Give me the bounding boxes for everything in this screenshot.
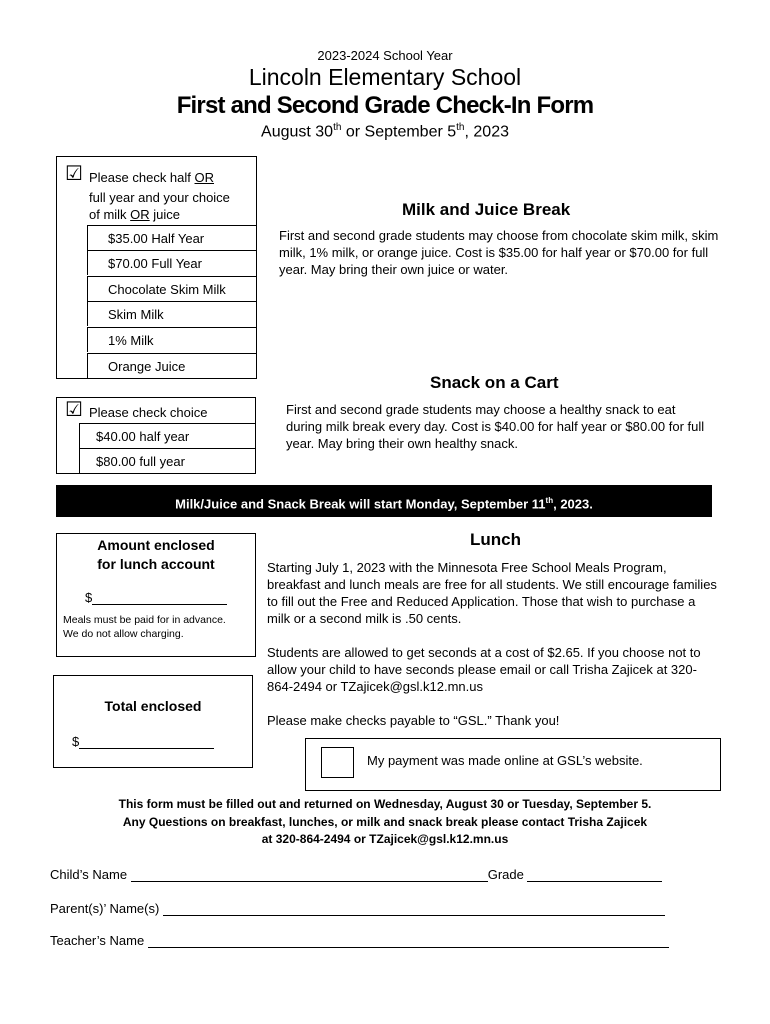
- option-label: Skim Milk: [108, 307, 164, 322]
- total-title: Total enclosed: [104, 698, 202, 714]
- milk-instructions-cont: full year and your choice of milk OR juice: [89, 190, 230, 222]
- total-field[interactable]: [72, 734, 214, 749]
- grade-line[interactable]: [527, 866, 662, 882]
- online-payment-label: My payment was made online at GSL’s website.: [367, 753, 643, 768]
- option-skim-milk[interactable]: [87, 301, 256, 326]
- option-label: $80.00 full year: [96, 454, 185, 469]
- parent-name-label: Parent(s)’ Name(s): [50, 901, 160, 916]
- amount-title-line: for lunch account: [97, 556, 215, 572]
- dollar-sign: $: [85, 590, 93, 605]
- option-chocolate-skim[interactable]: [87, 276, 256, 301]
- banner-text: , 2023.: [553, 496, 593, 512]
- grade-label: Grade: [487, 867, 524, 882]
- option-label: Chocolate Skim Milk: [108, 282, 226, 297]
- parent-name-field[interactable]: [50, 900, 665, 916]
- option-orange-juice[interactable]: [87, 353, 256, 379]
- date-text: or September 5: [341, 123, 457, 141]
- lunch-para-1: Starting July 1, 2023 with the Minnesota Free School Meals Program, breakfast and lunch meals are free for all students. We still encourage families to fill out the Free and Reduced Application. Those that wish to purchase a milk or a second milk is .50 cents.: [267, 560, 717, 626]
- contact-info: at 320-864-2494 or TZajicek@gsl.k12.mn.us: [261, 832, 509, 846]
- check-in-dates: [0, 122, 770, 141]
- contact-notice: Any Questions on breakfast, lunches, or milk and snack break please contact Trisha Zajicek: [122, 815, 648, 829]
- snack-instruction: Please check choice: [89, 405, 208, 420]
- option-1-percent[interactable]: [87, 327, 256, 352]
- online-payment-box: [305, 738, 721, 791]
- option-snack-full-year[interactable]: [79, 448, 255, 473]
- lunch-para-2: Students are allowed to get seconds at a cost of $2.65. If you choose not to allow your child to have seconds please email or call Trisha Zajicek at 320-864-2494 or TZajicek@gsl.k12.mn.us: [267, 645, 701, 694]
- milk-section-heading: Milk and Juice Break: [402, 200, 571, 219]
- start-date-banner: [56, 485, 712, 517]
- child-name-field[interactable]: [50, 866, 662, 882]
- online-payment-checkbox[interactable]: [321, 747, 354, 778]
- lunch-section-heading: Lunch: [470, 530, 521, 549]
- note-line: Meals must be paid for in advance.: [63, 614, 226, 626]
- amount-field[interactable]: [85, 590, 227, 605]
- school-name: Lincoln Elementary School: [248, 64, 522, 90]
- form-title: First and Second Grade Check-In Form: [176, 92, 594, 119]
- option-half-year-milk[interactable]: [87, 225, 256, 250]
- milk-instructions: Please check half OR: [89, 170, 215, 185]
- amount-title-line: Amount enclosed: [97, 537, 215, 553]
- banner-sup: th: [545, 496, 554, 505]
- payment-note: [63, 613, 226, 641]
- teacher-name-label: Teacher’s Name: [50, 933, 145, 948]
- snack-section-text: First and second grade students may choose a healthy snack to eat during milk break every day. Cost is $40.00 for half year or $80.00 for full year. May bring their own healthy snack.: [286, 402, 705, 451]
- lunch-para-3: Please make checks payable to “GSL.” Thank you!: [267, 713, 560, 728]
- date-sup: th: [333, 122, 342, 133]
- dollar-sign: $: [72, 734, 80, 749]
- date-sup: th: [456, 122, 465, 133]
- banner-text: Milk/Juice and Snack Break will start Monday, September 11: [175, 496, 546, 512]
- child-name-label: Child’s Name: [50, 867, 128, 882]
- milk-options-box: [56, 156, 257, 379]
- option-snack-half-year[interactable]: [79, 423, 255, 448]
- return-deadline-notice: This form must be filled out and returned on Wednesday, August 30 or Tuesday, September 5.: [118, 797, 652, 811]
- snack-section-heading: Snack on a Cart: [430, 373, 559, 392]
- total-enclosed-box: [53, 675, 253, 768]
- option-label: $40.00 half year: [96, 429, 190, 444]
- option-label: Orange Juice: [108, 359, 186, 374]
- checked-box-icon: ☑: [65, 163, 83, 185]
- note-line: We do not allow charging.: [63, 628, 184, 640]
- option-full-year-milk[interactable]: [87, 250, 256, 275]
- option-label: $35.00 Half Year: [108, 231, 205, 246]
- teacher-name-field[interactable]: [50, 932, 669, 948]
- snack-options-box: [56, 397, 256, 474]
- amount-title: [57, 536, 255, 574]
- checked-box-icon: ☑: [65, 399, 83, 421]
- school-year: 2023-2024 School Year: [317, 48, 453, 63]
- milk-section-text: First and second grade students may choose from chocolate skim milk, skim milk, 1% milk, or orange juice. Cost is $35.00 for half year or $70.00 for full year. May bring their own juice or water.: [279, 228, 719, 277]
- date-text: August 30: [261, 123, 334, 141]
- amount-enclosed-box: [56, 533, 256, 657]
- option-label: 1% Milk: [108, 333, 154, 348]
- option-label: $70.00 Full Year: [108, 256, 202, 271]
- date-text: , 2023: [464, 123, 509, 141]
